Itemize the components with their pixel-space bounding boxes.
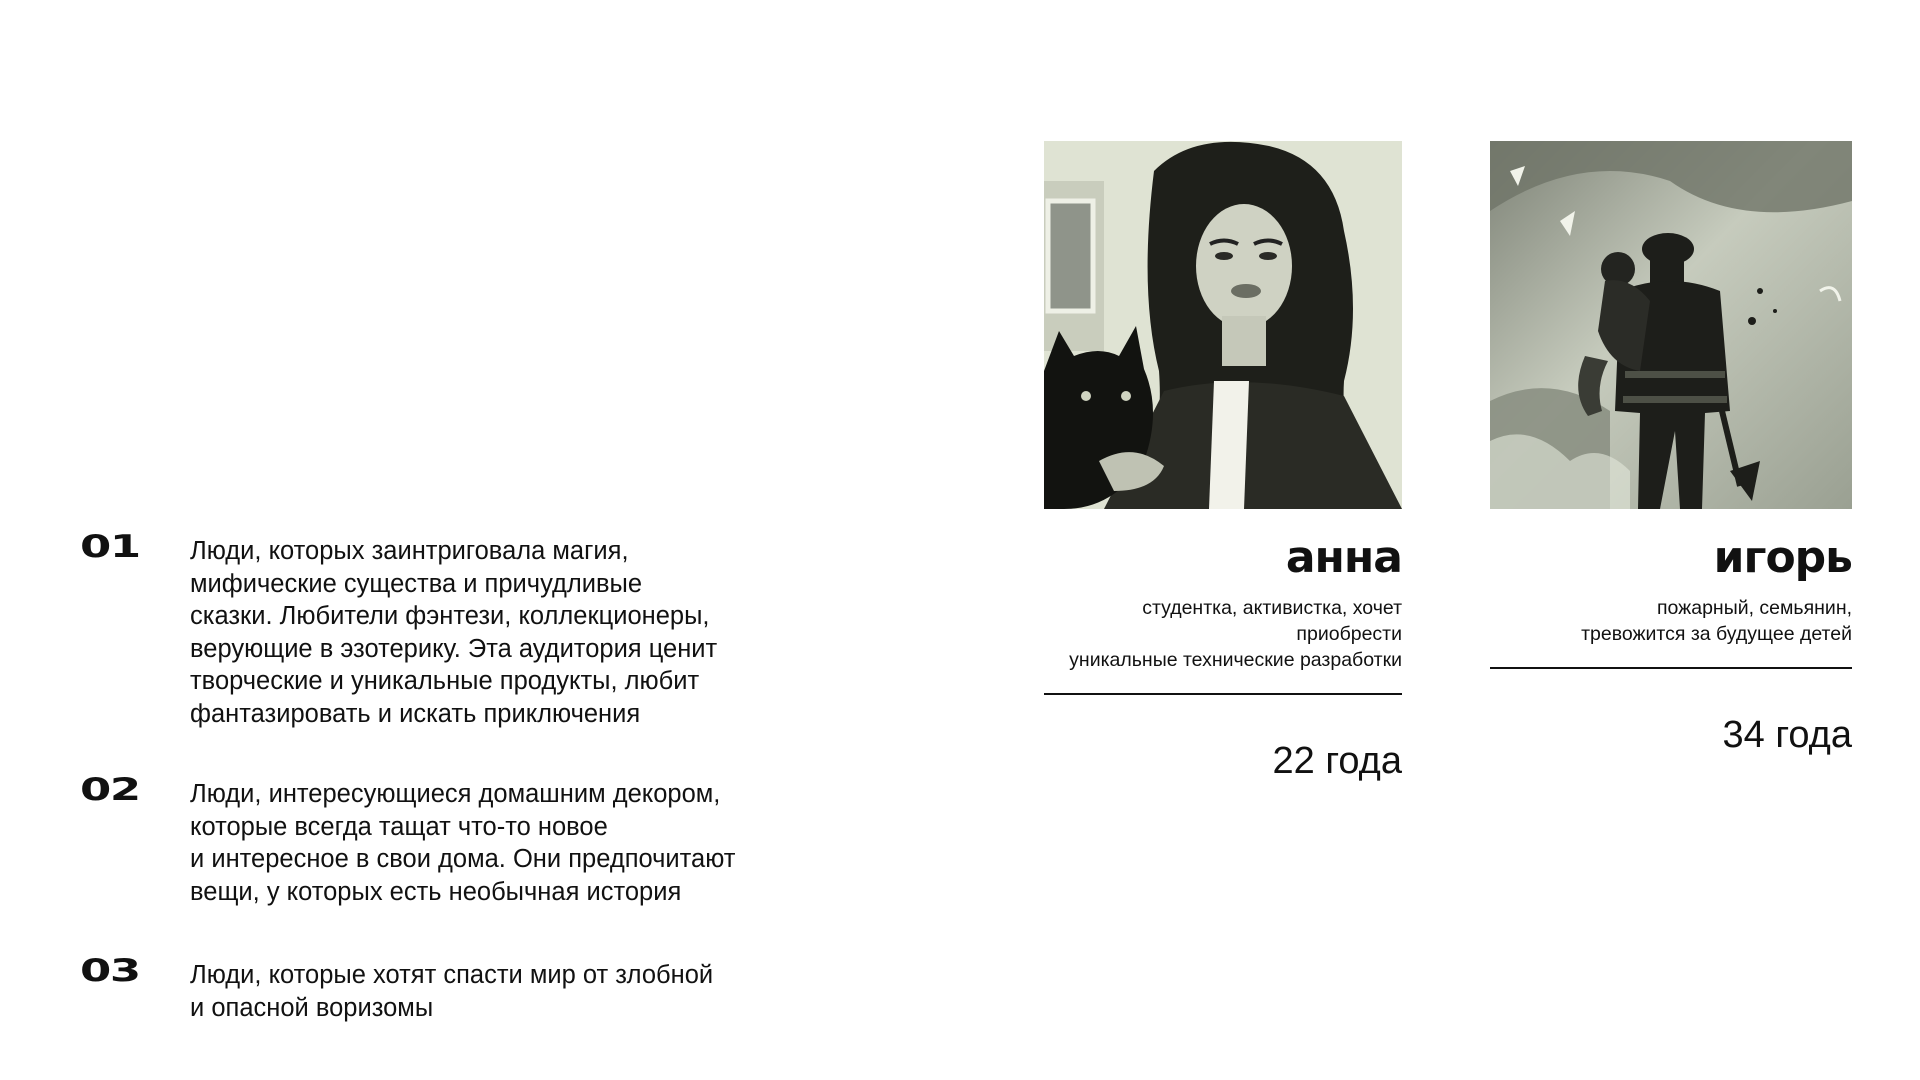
- persona-card-anna: [1044, 141, 1402, 783]
- persona-description-line: тревожится за будущее детей: [1581, 623, 1852, 645]
- segment-description: [190, 778, 870, 908]
- segment-line: и интересное в свои дома. Они предпочитают: [190, 845, 736, 873]
- segment-line: которые всегда тащат что-то новое: [190, 812, 608, 841]
- segment-number: 02: [80, 772, 140, 808]
- segment-line: фантазировать и искать приключения: [190, 699, 641, 728]
- persona-description: [1044, 595, 1402, 673]
- persona-name: игорь: [1713, 532, 1852, 583]
- persona-name: анна: [1285, 532, 1402, 583]
- firefighter-carrying-child-photo: [1490, 141, 1852, 509]
- divider: [1490, 667, 1852, 669]
- persona-description-line: уникальные технические разработки: [1069, 649, 1402, 671]
- segment-line: Люди, интересующиеся домашним декором,: [190, 780, 721, 808]
- persona-age: 34 года: [1722, 714, 1852, 756]
- segment-line: Люди, которых заинтриговала магия,: [190, 537, 629, 565]
- segment-line: вещи, у которых есть необычная история: [190, 877, 682, 906]
- segment-line: Люди, которые хотят спасти мир от злобной: [190, 961, 714, 989]
- segment-line: и опасной воризомы: [190, 993, 434, 1022]
- segment-line: верующие в эзотерику. Эта аудитория ценит: [190, 634, 718, 663]
- persona-age: 22 года: [1272, 740, 1402, 782]
- segment-number: 01: [80, 529, 140, 565]
- segment-description: [190, 959, 870, 1024]
- divider: [1044, 693, 1402, 695]
- persona-card-igor: [1490, 141, 1852, 757]
- persona-description-line: студентка, активистка, хочет приобрести: [1142, 597, 1402, 645]
- segment-number: 03: [80, 953, 140, 989]
- persona-description-line: пожарный, семьянин,: [1657, 597, 1852, 619]
- woman-with-black-cat-photo: [1044, 141, 1402, 509]
- segment-line: творческие и уникальные продукты, любит: [190, 667, 700, 695]
- persona-description: [1490, 595, 1852, 647]
- segment-line: сказки. Любители фэнтези, коллекционеры,: [190, 602, 710, 630]
- segment-line: мифические существа и причудливые: [190, 569, 643, 598]
- segment-description: [190, 535, 870, 730]
